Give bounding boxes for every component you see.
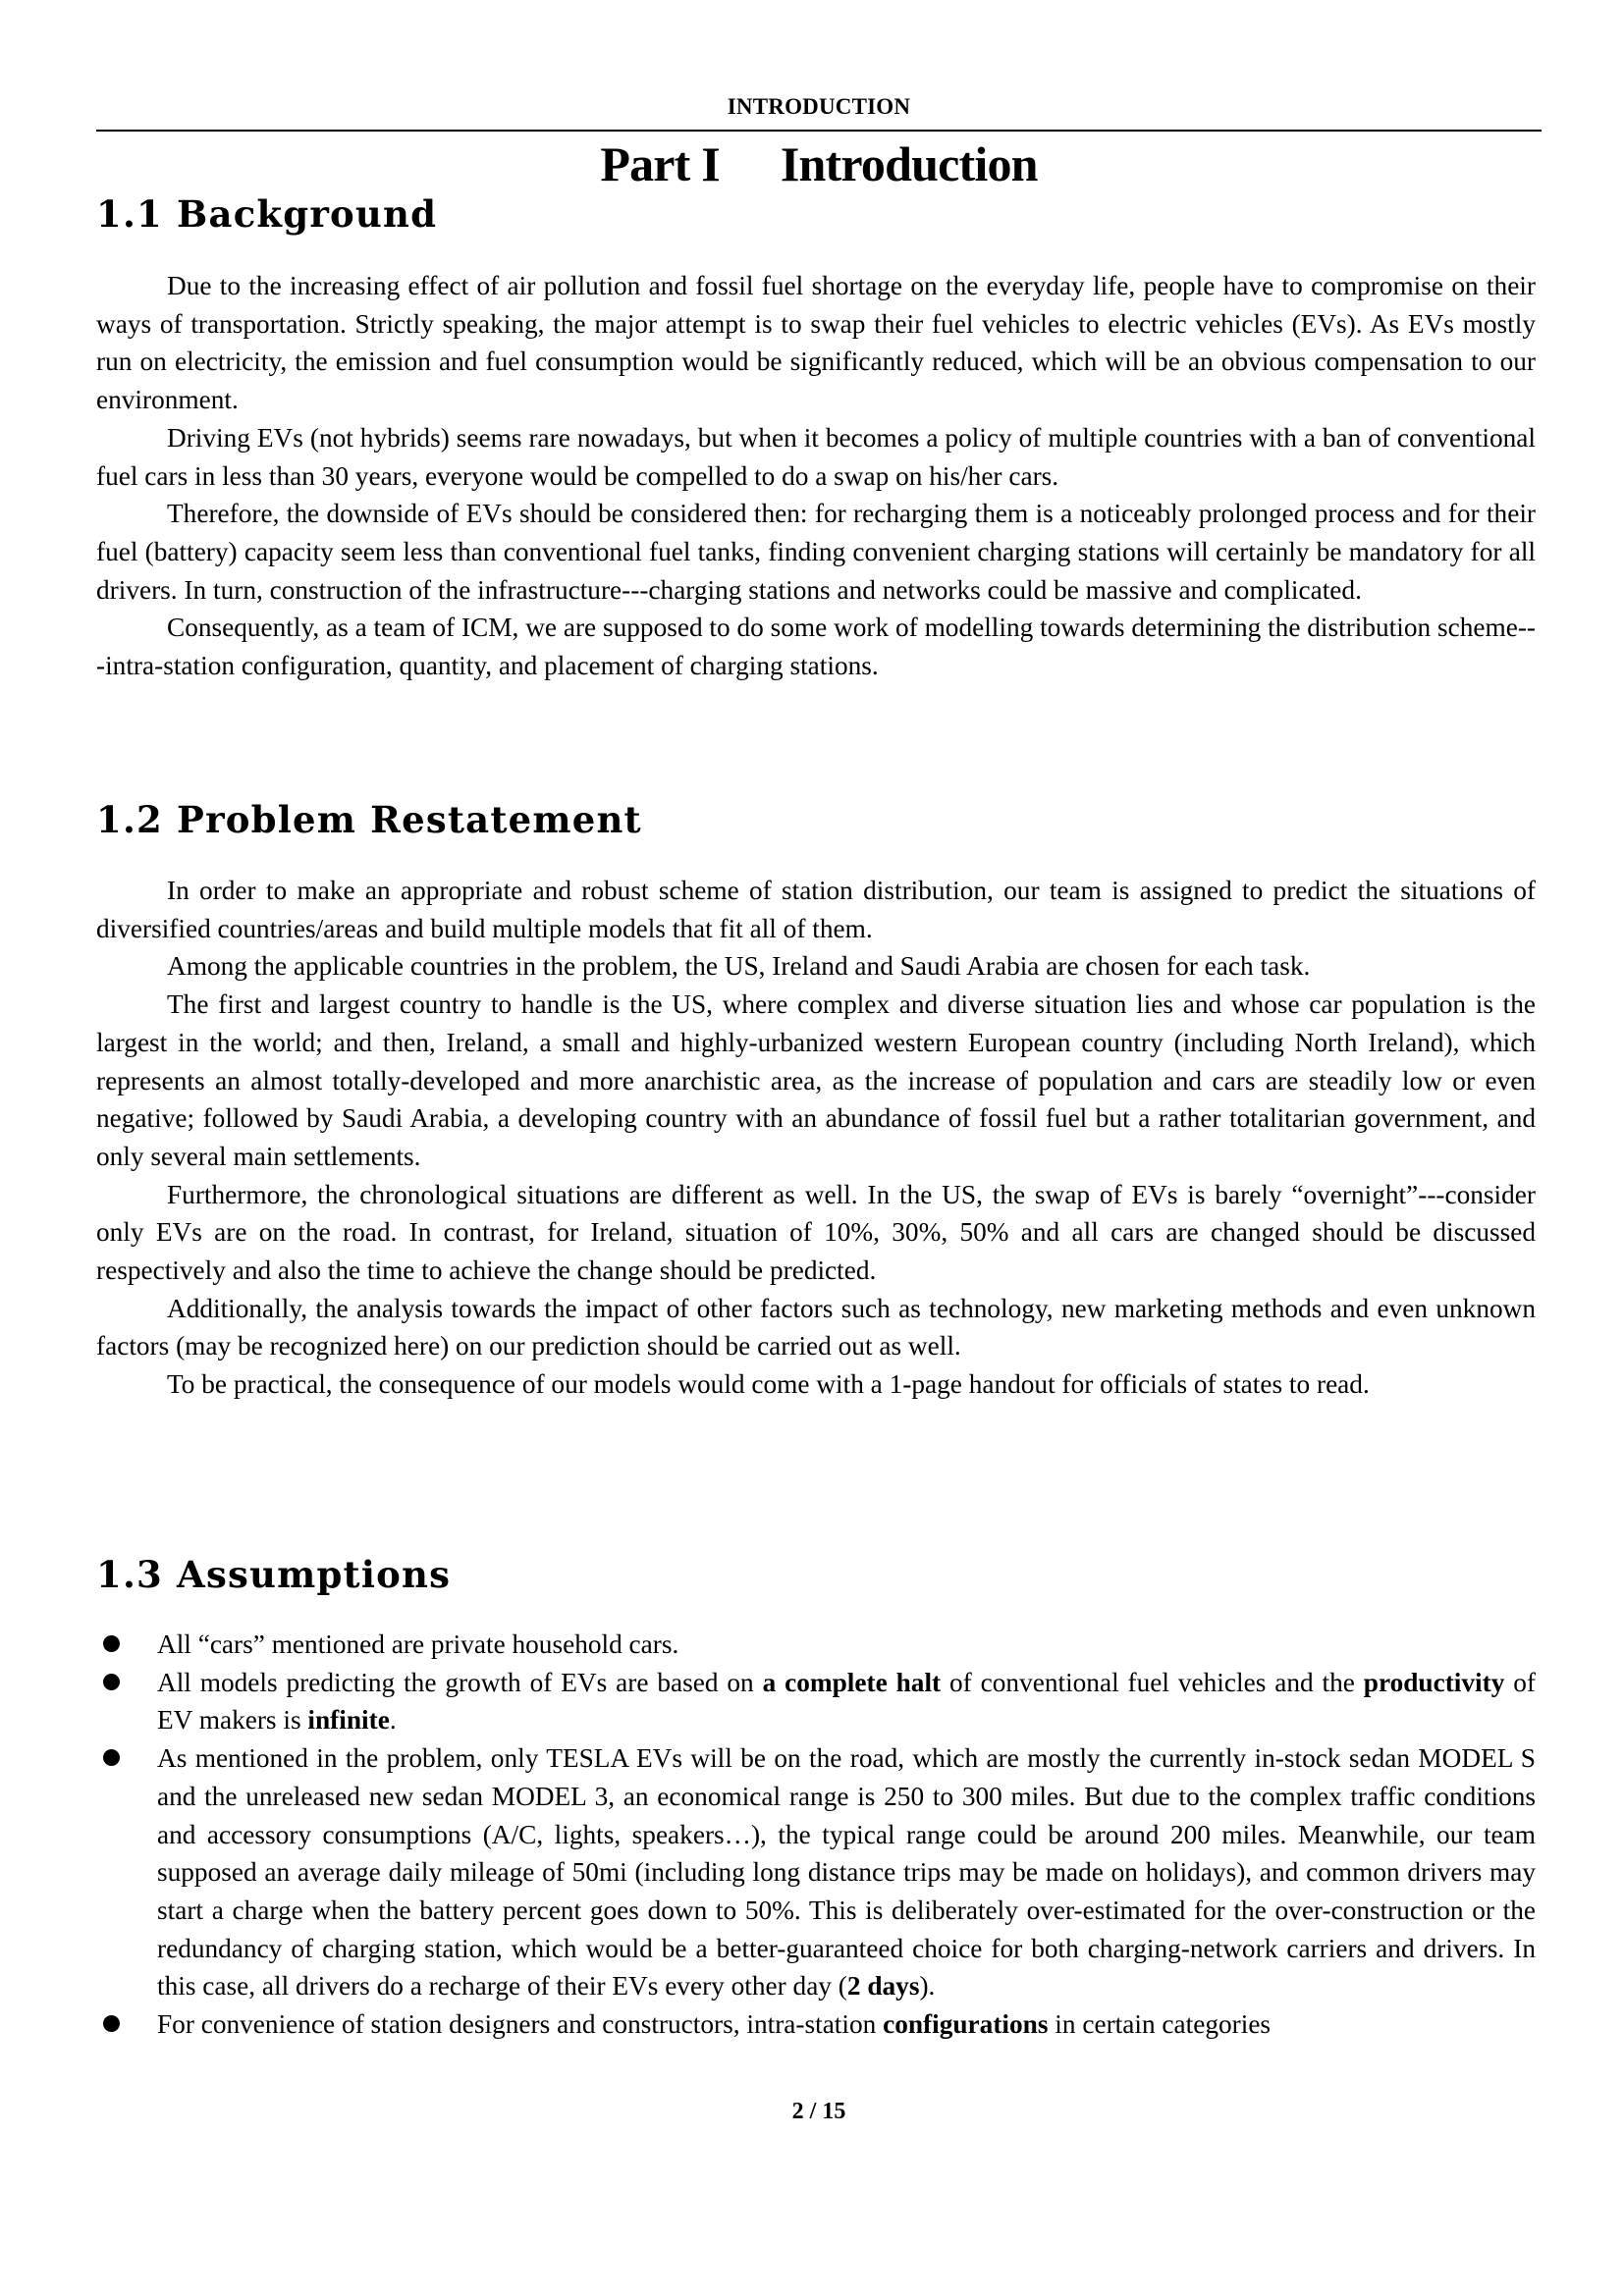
section-body-restatement [96, 872, 1536, 1404]
part-title [96, 135, 1542, 192]
part-label: Part I [600, 136, 720, 191]
paragraph: Furthermore, the chronological situations are different as well. In the US, the swap of EVs is barely “overnight”---consider only EVs are on the road. In contrast, for Ireland, situation of 10%, 30%, 50% and all cars are changed should be discussed respectively and also the time to achieve the change should be predicted. [96, 1179, 1536, 1286]
item-text: of conventional fuel vehicles and the [941, 1667, 1364, 1697]
list-item [96, 1664, 1536, 1739]
item-text: of EV makers is [157, 1667, 1536, 1735]
section-heading-restatement: 1.2 Problem Restatement [96, 798, 642, 841]
section-heading-assumptions: 1.3 Assumptions [96, 1553, 452, 1596]
bullet-icon [103, 1674, 120, 1690]
section-heading-background: 1.1 Background [96, 192, 438, 236]
page-number: 2 / 15 [791, 2099, 846, 2124]
bullet-icon [103, 2015, 120, 2032]
bullet-icon [103, 1635, 120, 1652]
paragraph: Additionally, the analysis towards the impact of other factors such as technology, new marketing methods and even unknown factors (may be recognized here) on our prediction should be carried out as well. [96, 1293, 1536, 1362]
item-text: As mentioned in the problem, only TESLA EVs will be on the road, which are mostly the currently in-stock sedan MODEL S and the unreleased new sedan MODEL 3, an economical range is 250 to 300 miles. But due to the complex traffic conditions and accessory consumptions (A/C, lights, speakers…), the typical range could be around 200 miles. Meanwhile, our team supposed an average daily mileage of 50mi (including long distance trips may be made on holidays), and common drivers may start a charge when the battery percent goes down to 50%. This is deliberately over-estimated for the over-construction or the redundancy of charging station, which would be a better-guaranteed choice for both charging-network carriers and drivers. In this case, all drivers do a recharge of their EVs every other day ( [157, 1743, 1536, 2002]
header-rule [96, 130, 1542, 132]
part-title-text: Introduction [780, 136, 1038, 191]
list-item [96, 1626, 1536, 1664]
paragraph: In order to make an appropriate and robust scheme of station distribution, our team is assigned to predict the situations of diversified countries/areas and build multiple models that fit all of them. [96, 876, 1536, 943]
list-item [96, 1739, 1536, 2005]
emphasis: configurations [883, 2009, 1049, 2040]
emphasis: productivity [1363, 1667, 1505, 1697]
assumptions-list [96, 1626, 1536, 2044]
item-text: ). [919, 1971, 936, 2002]
running-header: INTRODUCTION [727, 94, 911, 119]
paragraph: Due to the increasing effect of air pollution and fossil fuel shortage on the everyday life, people have to compromise on their ways of transportation. Strictly speaking, the major attempt is to swap their fuel vehicles to electric vehicles (EVs). As EVs mostly run on electricity, the emission and fuel consumption would be significantly reduced, which will be an obvious compensation to our environment. [96, 271, 1536, 415]
paragraph: Among the applicable countries in the problem, the US, Ireland and Saudi Arabia are chosen for each task. [167, 951, 1311, 982]
item-text: For convenience of station designers and constructors, intra-station [157, 2009, 884, 2040]
bullet-icon [103, 1749, 120, 1766]
paragraph: Consequently, as a team of ICM, we are supposed to do some work of modelling towards determining the distribution scheme---intra-station configuration, quantity, and placement of charging stations. [96, 613, 1536, 681]
emphasis: a complete halt [762, 1667, 942, 1697]
paragraph: To be practical, the consequence of our models would come with a 1-page handout for officials of states to read. [167, 1369, 1370, 1400]
paragraph: Driving EVs (not hybrids) seems rare nowadays, but when it becomes a policy of multiple countries with a ban of conventional fuel cars in less than 30 years, everyone would be compelled to do a swap on his/her cars. [96, 422, 1536, 491]
paragraph: Therefore, the downside of EVs should be considered then: for recharging them is a noticeably prolonged process and for their fuel (battery) capacity seem less than conventional fuel tanks, finding convenient charging stations will certainly be mandatory for all drivers. In turn, construction of the infrastructure---charging stations and networks could be massive and complicated. [96, 499, 1536, 605]
emphasis: infinite [307, 1705, 390, 1735]
item-text: in certain categories [1048, 2009, 1272, 2040]
item-text: All models predicting the growth of EVs are based on [157, 1667, 763, 1697]
item-text: . [389, 1705, 397, 1735]
emphasis: 2 days [846, 1971, 920, 2002]
item-text: All “cars” mentioned are private household cars. [157, 1629, 679, 1659]
paragraph: The first and largest country to handle is the US, where complex and diverse situation lies and whose car population is the largest in the world; and then, Ireland, a small and highly-urbanized western European country (including North Ireland), which represents an almost totally-developed and more anarchistic area, as the increase of population and cars are steadily low or even negative; followed by Saudi Arabia, a developing country with an abundance of fossil fuel but a rather totalitarian government, and only several main settlements. [96, 989, 1536, 1171]
section-body-background [96, 267, 1536, 685]
list-item [96, 2005, 1536, 2044]
